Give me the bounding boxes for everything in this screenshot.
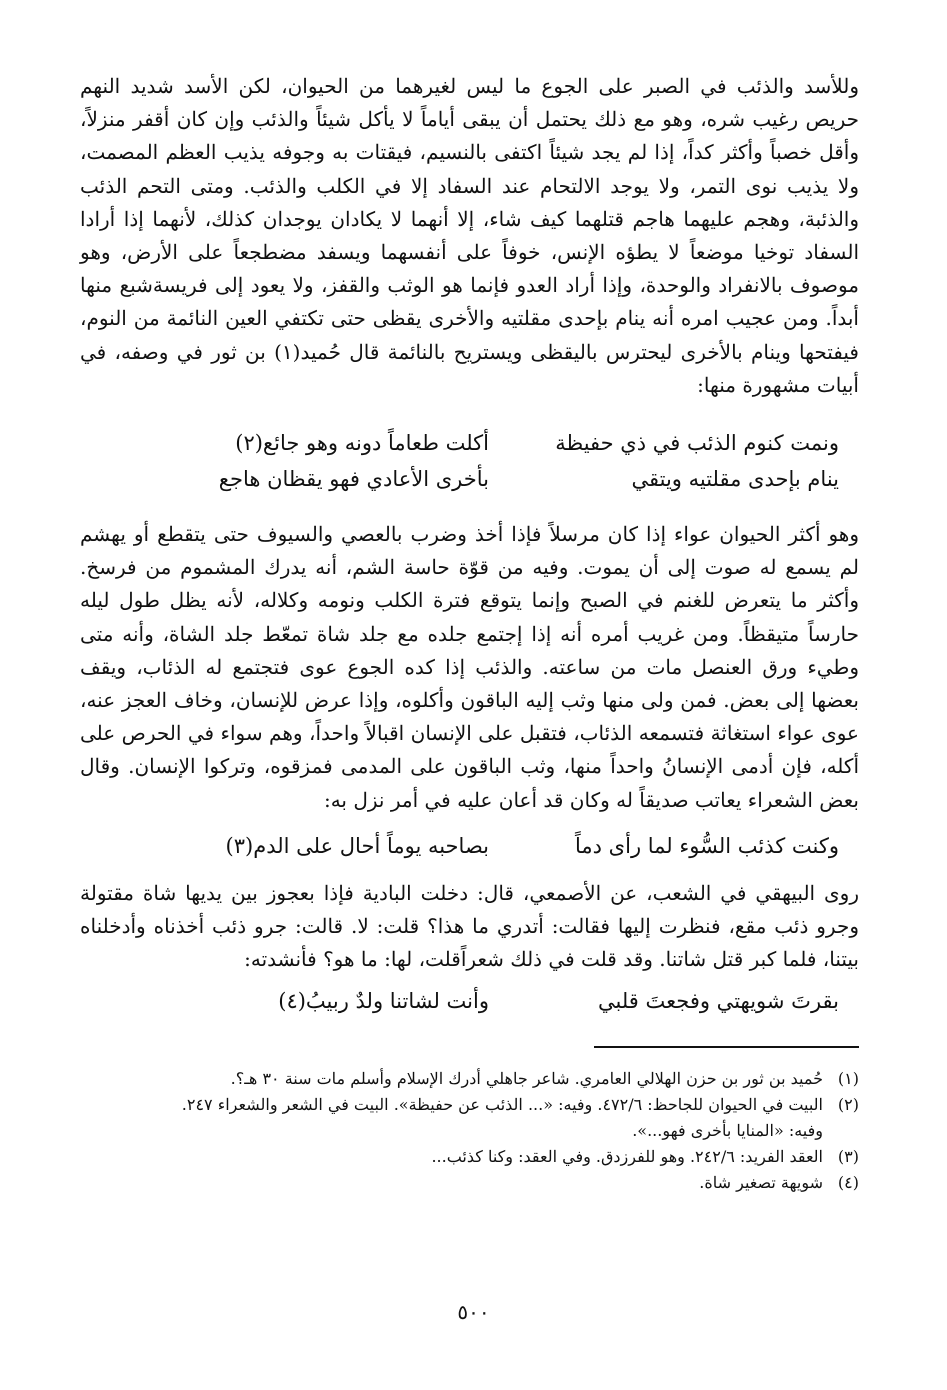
footnote-number: (٣) — [837, 1147, 859, 1167]
paragraph-3: روى البيهقي في الشعب، عن الأصمعي، قال: دخلت البادية فإذا بعجوز بين يديها شاة مقتولة وجرو ذئب مقع، فنظرت إليها فقالت: أتدري ما هذا؟ قلت: لا. قالت: جرو ذئب أخذناه وأدخلناه بيتنا، فلما كبر قتل شاتنا. وقد قلت في ذلك شعراًقلت، لها: ما هو؟ فأنشدته: — [80, 880, 859, 972]
verse-4-second-hemistich: وأنت لشاتنا ولدٌ ربيبُ(٤) — [278, 989, 489, 1014]
verse-2-second-hemistich: بأخرى الأعادي فهو يقظان هاجع — [218, 467, 489, 492]
verse-line-2 — [80, 464, 859, 494]
footnote-text: البيت في الحيوان للجاحظ: ٤٧٢/٦. وفيه: «... الذئب عن حفيظة». البيت في الشعر والشعراء ٢٤٧. — [181, 1095, 823, 1115]
footnote-number: (٢) — [837, 1095, 859, 1115]
verse-1-second-hemistich: أكلت طعاماً دونه وهو جائع(٢) — [235, 431, 489, 456]
paragraph-1: وللأسد والذئب في الصبر على الجوع ما ليس لغيرهما من الحيوان، لكن الأسد شديد النهم حريص رغيب شره، وهو مع ذلك يحتمل أن يبقى أياماً لا يأكل شيئاً والذئب وإن كان أقفر منزلاً، وأقل خصباً وأكثر كداً، إذا لم يجد شيئاً اكتفى بالنسيم، فيقتات به وجوفه يذيب العظم المصمت، ولا يذيب نوى التمر، ولا يوجد الالتحام عند السفاد إلا في الكلب والذئب. ومتى التحم الذئب والذئبة، وهجم عليهما هاجم قتلهما كيف شاء، إلا أنهما لا يكادان يوجدان كذلك، لأنهما إذا أرادا السفاد توخيا موضعاً لا يطؤه الإنس، خوفاً على أنفسهما ويسفد مضطجعاً على الأرض، وهو موصوف بالانفراد والوحدة، وإذا أراد العدو فإنما هو الوثب والقفز، ولا يعود إلى فريسةشبع منها أبداً. ومن عجيب امره أنه ينام بإحدى مقلتيه والأخرى يقظى حتى تكتفي العين النائمة من النوم، فيفتحها وينام بالأخرى ليحترس باليقظى ويستريح بالنائمة قال حُميد(١) بن ثور في وصفه، في أبيات مشهورة منها: — [80, 74, 860, 397]
verse-3-first-hemistich: وكنت كذئب السُّوء لما رأى دماً — [575, 833, 839, 858]
verse-2-first-hemistich: ينام بإحدى مقلتيه ويتقي — [631, 467, 839, 492]
footnote-4 — [80, 1170, 859, 1196]
verse-line-3 — [80, 831, 859, 861]
verse-block-3 — [80, 986, 859, 1016]
paragraph-2: وهو أكثر الحيوان عواء إذا كان مرسلاً فإذا أخذ وضرب بالعصي والسيوف حتى يتقطع أو يهشم لم يسمع له صوت إلى أن يموت. وفيه من قوّة حاسة الشم، أنه يدرك المشموم من فرسخ. وأكثر ما يتعرض للغنم في الصبح وإنما يتوقع فترة الكلب ونومه وكلاله، لأنه يظل طول ليله حارساً متيقظاً. ومن غريب أمره أنه إذا إجتمع جلده مع جلد شاة تمعّط جلد الشاة، وأنه متى وطيء ورق العنصل مات من ساعته. والذئب إذا كده الجوع عوى فتجتمع له الذئاب، ويقف بعضها إلى بعض. فمن ولى منها وثب إليه الباقون وأكلوه، وإذا عرض للإنسان، وخاف العجز عنه، عوى عواء استغاثة فتسمعه الذئاب، فتقبل على الإنسان اقبالاً واحداً، وهم سواء في الحرص على أكله، فإن أدمى الإنسانُ واحداً منها، وثب الباقون على المدمى فمزقوه، وتركوا الإنسان. وقال بعض الشعراء يعاتب صديقاً له وكان قد أعان عليه في أمر نزل به: — [80, 522, 859, 812]
footnote-text: شويهة تصغير شاة. — [699, 1173, 823, 1193]
footnote-text: العقد الفريد: ٢٤٢/٦. وهو للفرزدق. وفي العقد: وكنا كذئب... — [431, 1147, 823, 1167]
page-number: ٥٠٠ — [457, 1300, 490, 1324]
verse-block-1 — [80, 428, 859, 494]
footnote-number: (١) — [837, 1069, 859, 1089]
footnote-3 — [80, 1144, 859, 1170]
footnote-2 — [80, 1092, 859, 1118]
footnote-number: (٤) — [837, 1173, 859, 1193]
verse-1-first-hemistich: ونمت كنوم الذئب في ذي حفيظة — [555, 431, 839, 456]
verse-line-1 — [80, 428, 859, 458]
footnote-separator — [594, 1046, 859, 1048]
verse-4-first-hemistich: بقرتَ شويهتي وفجعتَ قلبي — [598, 989, 839, 1014]
verse-block-2 — [80, 831, 859, 861]
verse-3-second-hemistich: بصاحبه يوماً أحال على الدم(٣) — [225, 833, 489, 858]
footnote-2-continuation: وفيه: «المنايا بأخرى فهو...». — [632, 1121, 823, 1141]
verse-line-4 — [80, 986, 859, 1016]
footnotes — [80, 1066, 859, 1196]
footnote-1 — [80, 1066, 859, 1092]
footnote-text: حُميد بن ثور بن حزن الهلالي العامري. شاعر جاهلي أدرك الإسلام وأسلم مات سنة ٣٠ هـ؟. — [230, 1069, 823, 1089]
